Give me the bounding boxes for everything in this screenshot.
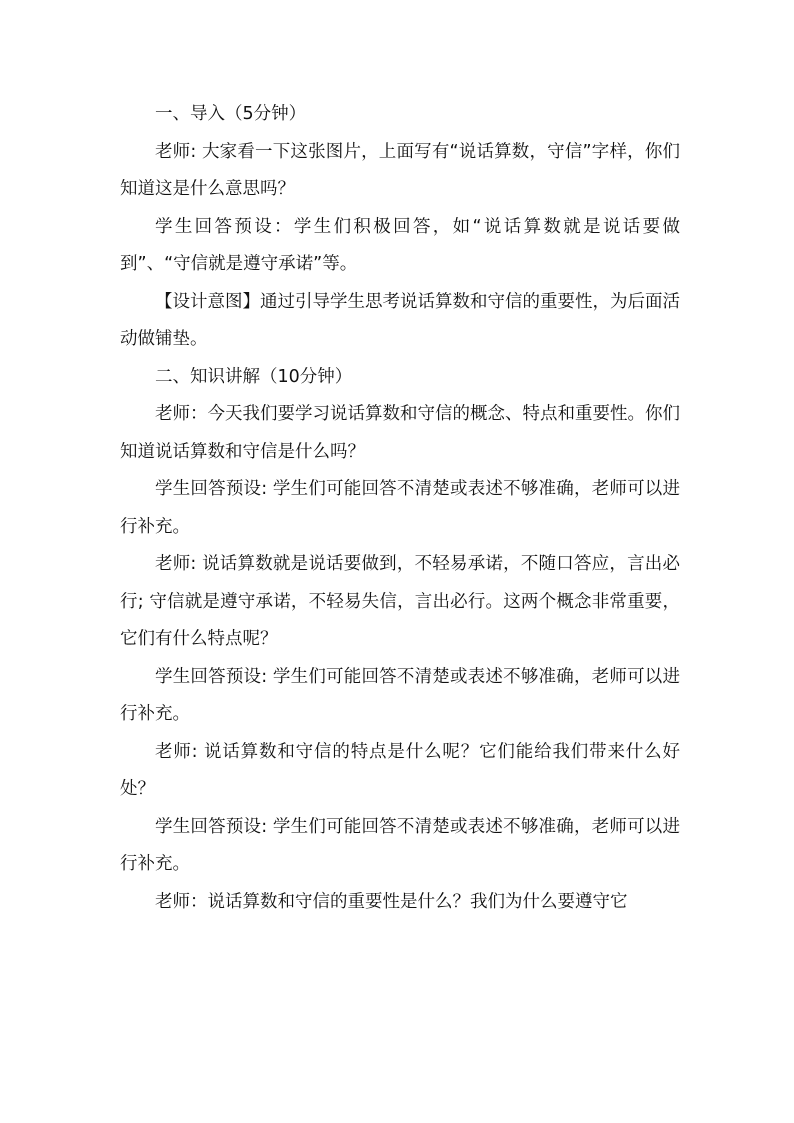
paragraph-teacher-4: 老师: 说话算数和守信的特点是什么呢？它们能给我们带来什么好处？ [120,741,680,799]
section-heading-intro: 一、导入（5分钟） [155,104,307,124]
document-body [120,96,680,921]
paragraph-student-2: 学生回答预设: 学生们可能回答不清楚或表述不够准确，老师可以进行补充。 [120,479,680,537]
paragraph-teacher-2: 老师：今天我们要学习说话算数和守信的概念、特点和重要性。你们知道说话算数和守信是什么吗？ [120,404,680,462]
paragraph-design-intent: 【设计意图】通过引导学生思考说话算数和守信的重要性，为后面活动做铺垫。 [120,291,680,349]
paragraph-student-1: 学生回答预设：学生们积极回答，如“说话算数就是说话要做到”、“守信就是遵守承诺”等。 [120,216,680,274]
paragraph-teacher-3: 老师: 说话算数就是说话要做到，不轻易承诺，不随口答应，言出必行; 守信就是遵守承诺，不轻易失信，言出必行。这两个概念非常重要，它们有什么特点呢？ [120,554,680,649]
paragraph-teacher-1: 老师: 大家看一下这张图片，上面写有“说话算数，守信”字样，你们知道这是什么意思吗？ [120,141,680,199]
paragraph-student-4: 学生回答预设: 学生们可能回答不清楚或表述不够准确，老师可以进行补充。 [120,816,680,874]
paragraph-student-3: 学生回答预设: 学生们可能回答不清楚或表述不够准确，老师可以进行补充。 [120,666,680,724]
section-heading-knowledge: 二、知识讲解（10分钟） [155,366,353,387]
paragraph-teacher-5: 老师：说话算数和守信的重要性是什么？我们为什么要遵守它 [155,891,628,912]
